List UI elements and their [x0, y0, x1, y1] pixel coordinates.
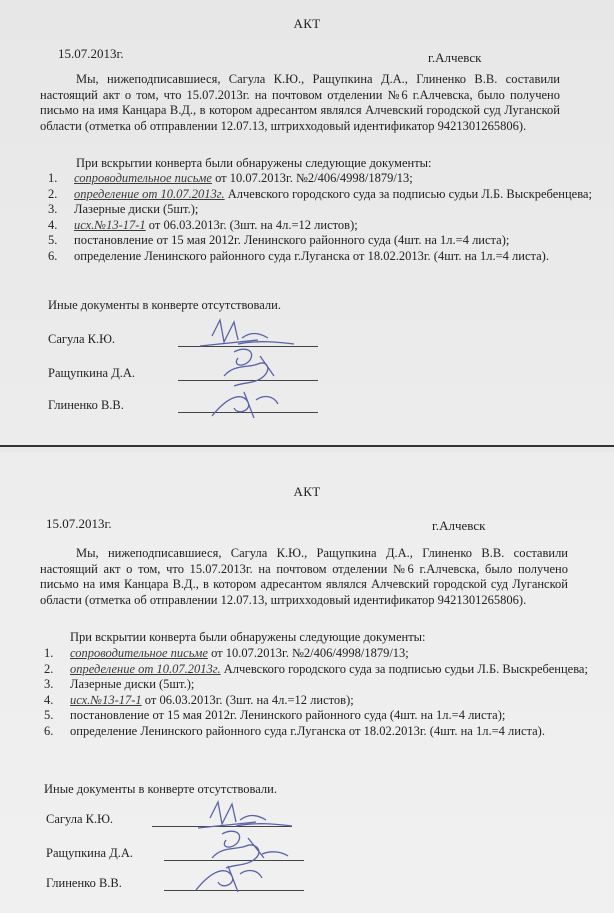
signature-row: [48, 332, 348, 352]
list-item: [48, 218, 608, 234]
documents-intro: При вскрытии конверта были обнаружены следующие документы:: [76, 156, 432, 170]
signatory-name: Сагула К.Ю.: [48, 332, 116, 346]
signature-row: [48, 398, 348, 418]
item-text: от 06.03.2013г. (3шт. на 4л.=12 листов);: [145, 217, 358, 232]
signature-row: [46, 876, 346, 896]
act-title: АКТ: [293, 16, 321, 31]
list-item: [44, 693, 604, 709]
item-text: постановление от 15 мая 2012г. Ленинского районного суда (4шт. на 1л.=4 листа);: [74, 233, 510, 247]
item-number: 6.: [48, 248, 58, 263]
item-number: 2.: [48, 186, 58, 201]
act-date: 15.07.2013г.: [58, 46, 124, 61]
item-underlined: определение от 10.07.2013г.: [70, 661, 221, 676]
signatory-name: Сагула К.Ю.: [46, 812, 114, 826]
act-page-bottom: [0, 452, 614, 913]
item-number: 1.: [44, 646, 54, 660]
signature-icon: [214, 346, 294, 388]
signature-row: [48, 366, 348, 386]
item-number: 2.: [44, 661, 54, 676]
item-number: 3.: [48, 202, 58, 216]
item-underlined: сопроводительное письме: [74, 171, 212, 185]
act-page-top: [0, 0, 614, 446]
item-number: 3.: [44, 677, 54, 691]
item-number: 1.: [48, 171, 58, 185]
list-item: [48, 202, 608, 218]
list-item: [48, 171, 608, 187]
list-item: [44, 662, 604, 678]
signatory-name: Ращупкина Д.А.: [48, 366, 135, 380]
item-underlined: сопроводительное письме: [70, 646, 208, 660]
item-text: Лазерные диски (5шт.);: [74, 202, 199, 216]
item-number: 5.: [44, 708, 54, 722]
item-underlined: исх.№13-17-1: [74, 217, 146, 232]
item-text: определение Ленинского районного суда г.Луганска от 18.02.2013г. (4шт. на 1л.=4 листа).: [74, 248, 549, 263]
signature-icon: [192, 860, 272, 896]
documents-list: [44, 646, 604, 739]
signature-row: [46, 812, 346, 832]
documents-intro: При вскрытии конверта были обнаружены следующие документы:: [70, 630, 426, 644]
list-item: [48, 187, 608, 203]
item-number: 4.: [44, 692, 54, 707]
item-underlined: исх.№13-17-1: [70, 692, 142, 707]
item-number: 6.: [44, 723, 54, 738]
item-number: 4.: [48, 217, 58, 232]
act-title: АКТ: [293, 484, 321, 499]
list-item: [44, 708, 604, 724]
item-text: постановление от 15 мая 2012г. Ленинского районного суда (4шт. на 1л.=4 листа);: [70, 708, 506, 722]
signature-icon: [208, 386, 288, 422]
list-item: [44, 677, 604, 693]
item-text: от 10.07.2013г. №2/406/4998/1879/13;: [211, 171, 413, 185]
list-item: [48, 233, 608, 249]
item-text: Алчевского городского суда за подписью судьи Л.Б. Выскребенцева;: [220, 661, 588, 676]
signatory-name: Глиненко В.В.: [48, 398, 124, 412]
act-paragraph: Мы, нижеподписавшиеся, Сагула К.Ю., Ращупкина Д.А., Глиненко В.В. составили настоящий акт о том, что 15.07.2013г. на почтовом отделении №6 г.Алчевска, было получено письмо на имя Канцара В.Д., в котором адресантом являлся Алчевский городской суд Луганской области (отметка об отправлении 12.07.13, штрихходовый идентификатор 9421301265806).: [40, 72, 560, 133]
item-text: Алчевского городского суда за подписью судьи Л.Б. Выскребенцева;: [224, 186, 592, 201]
documents-list: [48, 171, 608, 264]
absent-note: Иные документы в конверте отсутствовали.: [44, 782, 277, 796]
signatory-name: Глиненко В.В.: [46, 876, 122, 890]
list-item: [48, 249, 608, 265]
item-text: от 06.03.2013г. (3шт. на 4л.=12 листов);: [141, 692, 354, 707]
item-number: 5.: [48, 233, 58, 247]
list-item: [44, 646, 604, 662]
absent-note: Иные документы в конверте отсутствовали.: [48, 298, 281, 312]
page-separator: [0, 445, 614, 447]
act-paragraph: Мы, нижеподписавшиеся, Сагула К.Ю., Ращупкина Д.А., Глиненко В.В. составили настоящий акт о том, что 15.07.2013г. на почтовом отделении №6 г.Алчевска, было получено письмо на имя Канцара В.Д., в котором адресантом являлся Алчевский городской суд Луганской области (отметка об отправлении 12.07.13, штрихходовый идентификатор 9421301265806).: [40, 546, 568, 607]
act-city: г.Алчевск: [428, 50, 482, 65]
item-text: от 10.07.2013г. №2/406/4998/1879/13;: [207, 646, 409, 660]
list-item: [44, 724, 604, 740]
signatory-name: Ращупкина Д.А.: [46, 846, 133, 860]
item-text: Лазерные диски (5шт.);: [70, 677, 195, 691]
item-text: определение Ленинского районного суда г.Луганска от 18.02.2013г. (4шт. на 1л.=4 листа).: [70, 723, 545, 738]
act-date: 15.07.2013г.: [46, 516, 112, 531]
act-city: г.Алчевск: [432, 518, 486, 533]
item-underlined: определение от 10.07.2013г.: [74, 186, 225, 201]
